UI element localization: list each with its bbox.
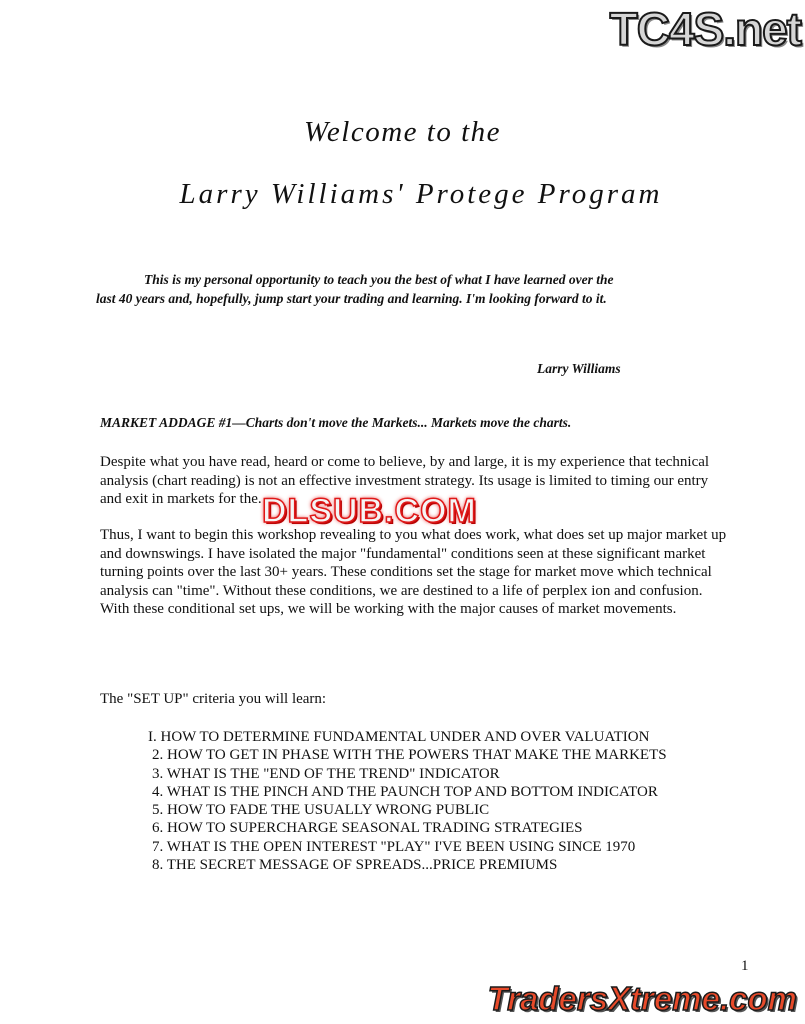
setup-criteria-heading: The "SET UP" criteria you will learn:: [100, 691, 327, 707]
title-line-1: Welcome to the: [303, 116, 502, 148]
page-number: 1: [741, 958, 749, 974]
intro-line-2: last 40 years and, hopefully, jump start your trading and learning. I'm looking forward to it.: [96, 291, 607, 306]
market-addage-heading: MARKET ADDAGE #1—Charts don't move the Markets... Markets move the charts.: [100, 415, 572, 430]
intro-paragraph: [96, 270, 736, 308]
title-line-2: Larry Williams' Protege Program: [179, 178, 663, 210]
list-item: 6. HOW TO SUPERCHARGE SEASONAL TRADING STRATEGIES: [152, 820, 583, 837]
list-item: 7. WHAT IS THE OPEN INTEREST "PLAY" I'VE BEEN USING SINCE 1970: [152, 838, 636, 855]
list-item: 5. HOW TO FADE THE USUALLY WRONG PUBLIC: [152, 802, 490, 819]
paragraph-workshop-intro: Thus, I want to begin this workshop revealing to you what does work, what does set up major market up and downswings. I have isolated the major "fundamental" conditions seen at these significant market turning points over the last 30+ years. These conditions set the stage for market move which technical analysis can "time". Without these conditions, we are destined to a life of perplex ion and confusion. With these conditional set ups, we will be working with the major causes of market movements.: [100, 527, 727, 617]
intro-line-1: This is my personal opportunity to teach you the best of what I have learned over the: [144, 272, 614, 287]
watermark-tc4s-logo: TC4S.net: [609, 3, 801, 55]
signature: Larry Williams: [537, 361, 621, 376]
list-item: 3. WHAT IS THE "END OF THE TREND" INDICATOR: [152, 765, 500, 782]
list-item: 4. WHAT IS THE PINCH AND THE PAUNCH TOP AND BOTTOM INDICATOR: [152, 783, 658, 800]
list-item: 2. HOW TO GET IN PHASE WITH THE POWERS THAT MAKE THE MARKETS: [152, 747, 667, 764]
list-item: I. HOW TO DETERMINE FUNDAMENTAL UNDER AND OVER VALUATION: [148, 729, 650, 745]
paragraph-technical-analysis: Despite what you have read, heard or come to believe, by and large, it is my experience that technical analysis (chart reading) is not an effective investment strategy. Its usage is limited to timing our entry and exit in markets for the.: [100, 454, 710, 507]
list-item: 8. THE SECRET MESSAGE OF SPREADS...PRICE PREMIUMS: [152, 857, 558, 874]
setup-criteria-list: [148, 728, 728, 874]
watermark-tradersxtreme-logo: TradersXtreme.com: [487, 980, 797, 1017]
watermark-dlsub-logo: DLSUB.COM: [262, 492, 477, 530]
